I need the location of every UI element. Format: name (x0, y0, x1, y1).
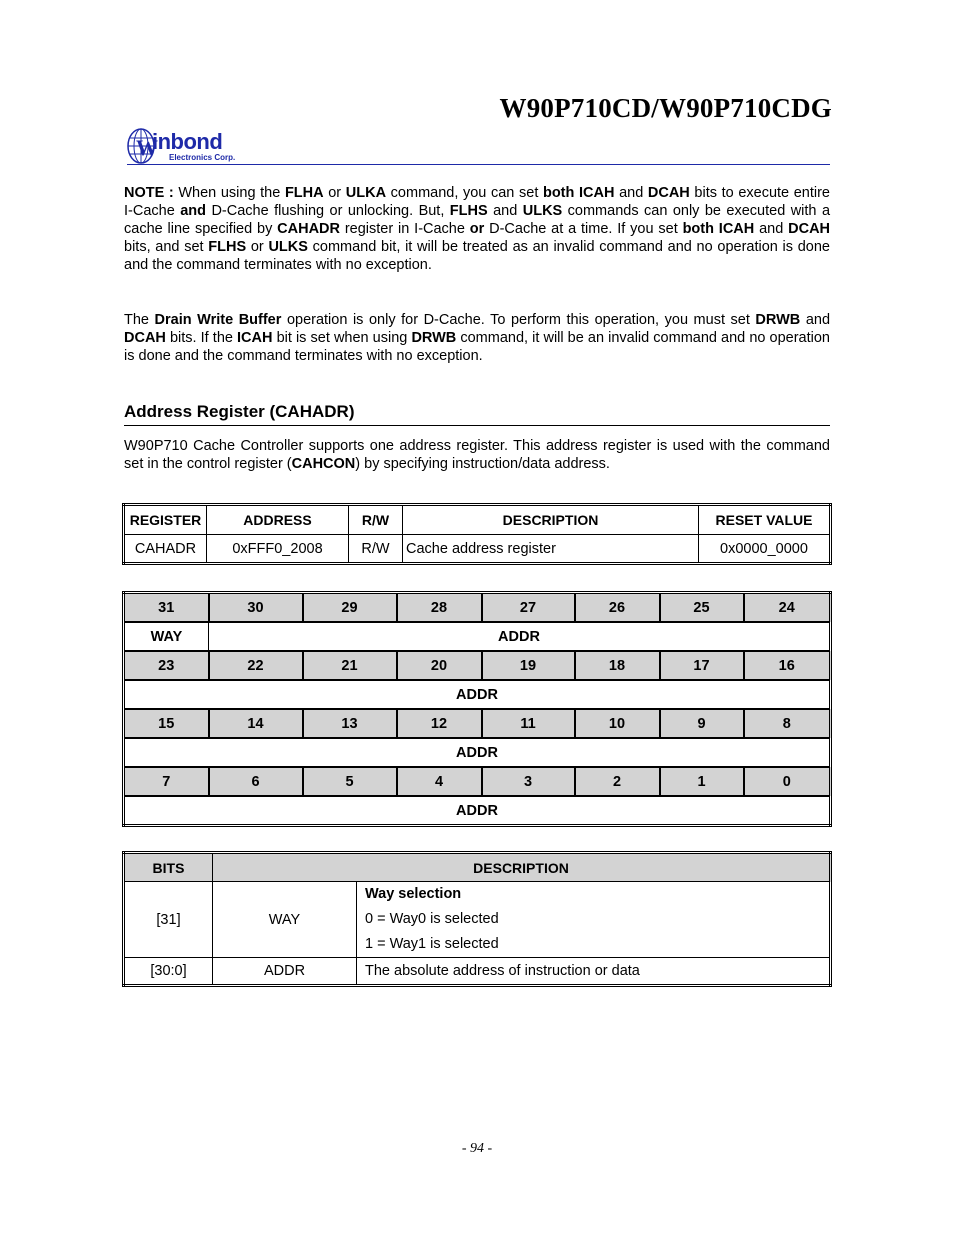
bit-description-table (122, 851, 832, 987)
field-addr: ADDR (209, 622, 831, 651)
register-table (122, 503, 832, 565)
table-row (124, 535, 831, 564)
field-addr: ADDR (124, 796, 831, 826)
cell-address: 0xFFF0_2008 (207, 535, 349, 564)
bit-number: 14 (209, 709, 303, 738)
bit-number: 3 (482, 767, 575, 796)
winbond-logo (127, 126, 257, 166)
bit-number: 30 (209, 593, 303, 623)
bit-number: 24 (744, 593, 831, 623)
table-row (124, 882, 831, 958)
document-title: W90P710CD/W90P710CDG (499, 93, 832, 123)
bit-field-table (122, 591, 832, 827)
bit-number-row (124, 651, 831, 680)
bit-number: 17 (660, 651, 744, 680)
bit-number: 20 (397, 651, 482, 680)
bit-number: 22 (209, 651, 303, 680)
section-paragraph: W90P710 Cache Controller supports one address register. This address register is used with the command set in the control register (CAHCON) by specifying instruction/data address. (124, 438, 830, 472)
bit-field-row (124, 796, 831, 826)
bit-number: 15 (124, 709, 209, 738)
bit-number: 29 (303, 593, 397, 623)
svg-text:W: W (136, 135, 158, 160)
cell-description: The absolute address of instruction or data (357, 958, 831, 986)
note-paragraph: NOTE : When using the FLHA or ULKA command, you can set both ICAH and DCAH bits to execute entire I-Cache and D-Cache flushing or unlocking. But, FLHS and ULKS commands can only be executed with a cache line specified by CAHADR register in I-Cache or D-Cache at a time. If you set both ICAH and DCAH bits, and set FLHS or ULKS command bit, it will be treated as an invalid command and no operation is done and the command terminates with no exception. (124, 185, 831, 273)
drain-paragraph: The Drain Write Buffer operation is only for D-Cache. To perform this operation, you must set DRWB and DCAH bits. If the ICAH bit is set when using DRWB command, it will be an invalid command and no operation is done and the command terminates with no exception. (124, 312, 831, 364)
col-header-rw: R/W (349, 505, 403, 535)
field-addr: ADDR (124, 680, 831, 709)
section-heading: Address Register (CAHADR) (124, 402, 830, 426)
bit-number: 10 (575, 709, 660, 738)
bit-number-row (124, 593, 831, 623)
bit-number: 12 (397, 709, 482, 738)
bit-number: 18 (575, 651, 660, 680)
bit-number: 16 (744, 651, 831, 680)
table-row (124, 958, 831, 986)
bit-number: 8 (744, 709, 831, 738)
bit-number: 2 (575, 767, 660, 796)
description-line: 0 = Way0 is selected (365, 911, 499, 927)
cell-field-name: WAY (213, 882, 357, 958)
bit-number: 6 (209, 767, 303, 796)
bit-number: 26 (575, 593, 660, 623)
field-way: WAY (124, 622, 209, 651)
bit-number: 31 (124, 593, 209, 623)
logo-subtitle: Electronics Corp. (169, 153, 236, 162)
cell-field-name: ADDR (213, 958, 357, 986)
bit-number-row (124, 709, 831, 738)
bit-number: 5 (303, 767, 397, 796)
description-line: 1 = Way1 is selected (365, 936, 499, 952)
bit-number-row (124, 767, 831, 796)
col-header-description: DESCRIPTION (213, 853, 831, 882)
bit-number: 25 (660, 593, 744, 623)
col-header-description: DESCRIPTION (403, 505, 699, 535)
bit-number: 1 (660, 767, 744, 796)
bit-number: 7 (124, 767, 209, 796)
bit-number: 21 (303, 651, 397, 680)
bit-number: 0 (744, 767, 831, 796)
bit-field-row (124, 680, 831, 709)
bit-number: 4 (397, 767, 482, 796)
page-number: - 94 - (461, 1141, 493, 1156)
description-title: Way selection (365, 886, 462, 902)
cell-reset-value: 0x0000_0000 (699, 535, 831, 564)
bit-field-row (124, 622, 831, 651)
cell-rw: R/W (349, 535, 403, 564)
bit-field-row (124, 738, 831, 767)
bit-number: 9 (660, 709, 744, 738)
bit-number: 11 (482, 709, 575, 738)
cell-description: Cache address register (403, 535, 699, 564)
bit-number: 19 (482, 651, 575, 680)
col-header-reset-value: RESET VALUE (699, 505, 831, 535)
header-rule (127, 164, 830, 165)
bit-number: 27 (482, 593, 575, 623)
cell-bits: [30:0] (124, 958, 213, 986)
bit-number: 13 (303, 709, 397, 738)
logo-wordmark: inbond (152, 129, 223, 154)
cell-bits: [31] (124, 882, 213, 958)
field-addr: ADDR (124, 738, 831, 767)
bit-number: 23 (124, 651, 209, 680)
cell-description (357, 882, 831, 958)
col-header-address: ADDRESS (207, 505, 349, 535)
cell-register: CAHADR (124, 535, 207, 564)
bit-number: 28 (397, 593, 482, 623)
col-header-bits: BITS (124, 853, 213, 882)
col-header-register: REGISTER (124, 505, 207, 535)
